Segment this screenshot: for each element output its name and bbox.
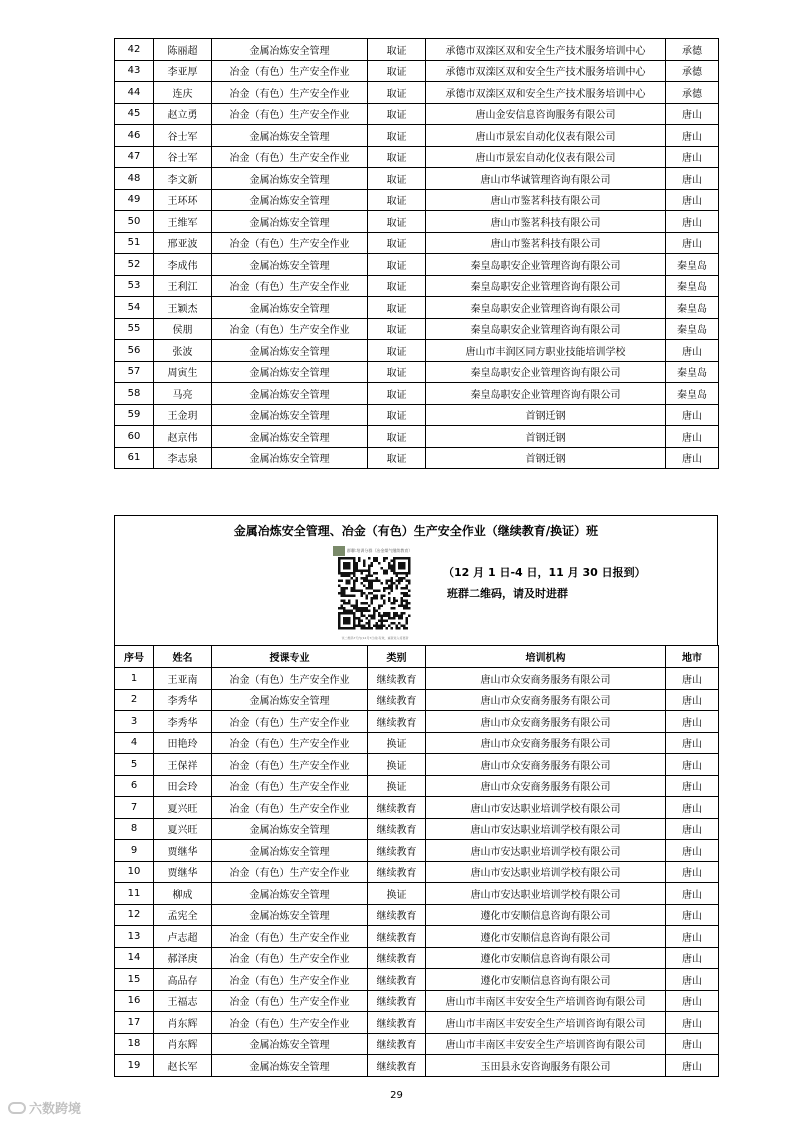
cell-city: 唐山 (666, 340, 719, 362)
cell-institution: 唐山市众安商务服务有限公司 (426, 732, 666, 754)
cell-city: 秦皇岛 (666, 383, 719, 405)
cell-institution: 唐山市鉴茗科技有限公司 (426, 232, 666, 254)
cell-name: 赵京伟 (154, 426, 212, 448)
cell-category: 取证 (368, 340, 426, 362)
cell-subject: 冶金（有色）生产安全作业 (212, 775, 368, 797)
table-row (115, 426, 719, 448)
qr-caption (333, 546, 417, 556)
cell-subject: 冶金（有色）生产安全作业 (212, 232, 368, 254)
table-row (115, 189, 719, 211)
cell-name: 赵立勇 (154, 103, 212, 125)
cell-index: 8 (115, 818, 154, 840)
cell-category: 取证 (368, 275, 426, 297)
cell-name: 肖东辉 (154, 1033, 212, 1055)
cell-category: 取证 (368, 232, 426, 254)
table-row (115, 904, 719, 926)
cell-subject: 冶金（有色）生产安全作业 (212, 732, 368, 754)
header-city: 地市 (666, 646, 719, 668)
cell-index: 1 (115, 668, 154, 690)
cell-index: 14 (115, 947, 154, 969)
cell-category: 取证 (368, 60, 426, 82)
cell-institution: 遵化市安顺信息咨询有限公司 (426, 947, 666, 969)
cell-index: 53 (115, 275, 154, 297)
cell-category: 继续教育 (368, 926, 426, 948)
cell-name: 陈丽超 (154, 39, 212, 61)
watermark (8, 1098, 81, 1117)
table-row (115, 818, 719, 840)
class-date: （12 月 1 日-4 日，11 月 30 日报到） (443, 566, 646, 579)
table-row (115, 840, 719, 862)
cell-index: 13 (115, 926, 154, 948)
cell-institution: 秦皇岛职安企业管理咨询有限公司 (426, 275, 666, 297)
cell-index: 45 (115, 103, 154, 125)
cell-category: 换证 (368, 775, 426, 797)
cell-name: 田艳玲 (154, 732, 212, 754)
header-institution: 培训机构 (426, 646, 666, 668)
cell-index: 15 (115, 969, 154, 991)
cell-city: 唐山 (666, 775, 719, 797)
cell-name: 卢志超 (154, 926, 212, 948)
cell-institution: 遵化市安顺信息咨询有限公司 (426, 904, 666, 926)
table-row (115, 926, 719, 948)
cell-institution: 秦皇岛职安企业管理咨询有限公司 (426, 361, 666, 383)
cell-institution: 唐山市安达职业培训学校有限公司 (426, 883, 666, 905)
cell-subject: 金属冶炼安全管理 (212, 447, 368, 469)
cell-category: 取证 (368, 189, 426, 211)
cell-index: 48 (115, 168, 154, 190)
cell-name: 贾继华 (154, 861, 212, 883)
watermark-text: 六数跨境 (29, 1102, 82, 1117)
table-row (115, 1055, 719, 1077)
cell-institution: 秦皇岛职安企业管理咨询有限公司 (426, 318, 666, 340)
cell-institution: 唐山市丰南区丰安安全生产培训咨询有限公司 (426, 1033, 666, 1055)
roster-table-body (115, 39, 719, 469)
cell-city: 唐山 (666, 103, 719, 125)
cell-name: 李秀华 (154, 689, 212, 711)
cell-institution: 唐山市众安商务服务有限公司 (426, 711, 666, 733)
cell-name: 侯朋 (154, 318, 212, 340)
cell-subject: 冶金（有色）生产安全作业 (212, 318, 368, 340)
cell-institution: 唐山市安达职业培训学校有限公司 (426, 861, 666, 883)
cell-subject: 冶金（有色）生产安全作业 (212, 60, 368, 82)
table-row (115, 775, 719, 797)
cell-index: 17 (115, 1012, 154, 1034)
cell-subject: 金属冶炼安全管理 (212, 254, 368, 276)
cell-category: 换证 (368, 883, 426, 905)
cell-institution: 唐山市安达职业培训学校有限公司 (426, 840, 666, 862)
cell-subject: 冶金（有色）生产安全作业 (212, 969, 368, 991)
cell-category: 取证 (368, 361, 426, 383)
table-row (115, 797, 719, 819)
cell-category: 继续教育 (368, 840, 426, 862)
cell-city: 唐山 (666, 818, 719, 840)
cell-subject: 金属冶炼安全管理 (212, 883, 368, 905)
cell-subject: 金属冶炼安全管理 (212, 840, 368, 862)
cell-name: 王金玥 (154, 404, 212, 426)
cell-city: 唐山 (666, 861, 719, 883)
cell-category: 换证 (368, 754, 426, 776)
cell-institution: 承德市双滦区双和安全生产技术服务培训中心 (426, 39, 666, 61)
qr-code-panel (333, 546, 417, 643)
cell-subject: 冶金（有色）生产安全作业 (212, 926, 368, 948)
cell-subject: 金属冶炼安全管理 (212, 340, 368, 362)
cell-category: 继续教育 (368, 797, 426, 819)
cell-institution: 承德市双滦区双和安全生产技术服务培训中心 (426, 82, 666, 104)
cell-city: 唐山 (666, 1012, 719, 1034)
cell-city: 承德 (666, 82, 719, 104)
cell-city: 唐山 (666, 990, 719, 1012)
cell-name: 周寅生 (154, 361, 212, 383)
cell-name: 赵长军 (154, 1055, 212, 1077)
cell-name: 李志泉 (154, 447, 212, 469)
cell-name: 王福志 (154, 990, 212, 1012)
cell-city: 唐山 (666, 146, 719, 168)
cell-index: 52 (115, 254, 154, 276)
cell-institution: 唐山市丰南区丰安安全生产培训咨询有限公司 (426, 1012, 666, 1034)
cell-city: 唐山 (666, 947, 719, 969)
class-info-box (114, 515, 718, 645)
cell-city: 唐山 (666, 797, 719, 819)
qr-footer-text: 该二维码7天内(12月7日前)有效，重新进入将更新 (341, 636, 409, 640)
table-row (115, 146, 719, 168)
cell-city: 唐山 (666, 840, 719, 862)
cell-name: 连庆 (154, 82, 212, 104)
table-row (115, 404, 719, 426)
cell-city: 唐山 (666, 904, 719, 926)
cell-category: 继续教育 (368, 861, 426, 883)
cell-category: 取证 (368, 447, 426, 469)
cell-institution: 唐山市安达职业培训学校有限公司 (426, 797, 666, 819)
class-roster-table (114, 645, 719, 1077)
cell-name: 王颖杰 (154, 297, 212, 319)
cell-name: 张波 (154, 340, 212, 362)
cell-category: 取证 (368, 211, 426, 233)
cell-subject: 冶金（有色）生产安全作业 (212, 103, 368, 125)
cell-name: 李亚厚 (154, 60, 212, 82)
cell-institution: 承德市双滦区双和安全生产技术服务培训中心 (426, 60, 666, 82)
cell-category: 继续教育 (368, 711, 426, 733)
table-row (115, 168, 719, 190)
cell-index: 55 (115, 318, 154, 340)
cell-index: 18 (115, 1033, 154, 1055)
cell-category: 取证 (368, 254, 426, 276)
cell-name: 王利江 (154, 275, 212, 297)
table-row (115, 383, 719, 405)
cell-city: 唐山 (666, 969, 719, 991)
cell-subject: 金属冶炼安全管理 (212, 1055, 368, 1077)
cell-name: 邢亚波 (154, 232, 212, 254)
cell-subject: 金属冶炼安全管理 (212, 904, 368, 926)
cell-category: 继续教育 (368, 1012, 426, 1034)
cell-subject: 金属冶炼安全管理 (212, 818, 368, 840)
table-row (115, 883, 719, 905)
cell-institution: 唐山市华诚管理咨询有限公司 (426, 168, 666, 190)
cell-institution: 秦皇岛职安企业管理咨询有限公司 (426, 254, 666, 276)
cell-subject: 冶金（有色）生产安全作业 (212, 861, 368, 883)
cell-index: 42 (115, 39, 154, 61)
cell-name: 谷士军 (154, 146, 212, 168)
cell-index: 59 (115, 404, 154, 426)
cell-subject: 金属冶炼安全管理 (212, 297, 368, 319)
cell-city: 唐山 (666, 426, 719, 448)
class-roster-body (115, 668, 719, 1077)
table-row (115, 969, 719, 991)
cell-city: 唐山 (666, 689, 719, 711)
cell-institution: 唐山市众安商务服务有限公司 (426, 775, 666, 797)
cell-index: 49 (115, 189, 154, 211)
table-row (115, 82, 719, 104)
cell-name: 王环环 (154, 189, 212, 211)
table-row (115, 990, 719, 1012)
cell-institution: 遵化市安顺信息咨询有限公司 (426, 926, 666, 948)
cell-institution: 唐山市丰南区丰安安全生产培训咨询有限公司 (426, 990, 666, 1012)
cell-index: 47 (115, 146, 154, 168)
cell-category: 继续教育 (368, 668, 426, 690)
cell-subject: 冶金（有色）生产安全作业 (212, 668, 368, 690)
cell-category: 取证 (368, 426, 426, 448)
qr-caption-text: 群聊:培训分群（冶金煤气继续教育） (347, 548, 413, 553)
cell-name: 李秀华 (154, 711, 212, 733)
cell-name: 王保祥 (154, 754, 212, 776)
cell-category: 继续教育 (368, 689, 426, 711)
table-row (115, 861, 719, 883)
cell-subject: 金属冶炼安全管理 (212, 361, 368, 383)
cell-category: 取证 (368, 404, 426, 426)
cell-index: 9 (115, 840, 154, 862)
group-avatar-icon (333, 546, 345, 556)
cell-subject: 冶金（有色）生产安全作业 (212, 947, 368, 969)
cell-category: 继续教育 (368, 969, 426, 991)
cell-index: 50 (115, 211, 154, 233)
table-row (115, 947, 719, 969)
cell-name: 李成伟 (154, 254, 212, 276)
cell-city: 唐山 (666, 668, 719, 690)
table-row (115, 125, 719, 147)
cell-subject: 金属冶炼安全管理 (212, 189, 368, 211)
cell-category: 继续教育 (368, 947, 426, 969)
cell-name: 马亮 (154, 383, 212, 405)
cell-city: 唐山 (666, 926, 719, 948)
watermark-logo-icon (8, 1102, 26, 1114)
cell-subject: 冶金（有色）生产安全作业 (212, 990, 368, 1012)
cell-subject: 冶金（有色）生产安全作业 (212, 754, 368, 776)
cell-city: 唐山 (666, 125, 719, 147)
cell-index: 6 (115, 775, 154, 797)
cell-index: 43 (115, 60, 154, 82)
table-row (115, 232, 719, 254)
cell-category: 继续教育 (368, 990, 426, 1012)
cell-city: 秦皇岛 (666, 361, 719, 383)
cell-city: 秦皇岛 (666, 254, 719, 276)
header-category: 类别 (368, 646, 426, 668)
cell-name: 谷士军 (154, 125, 212, 147)
cell-subject: 冶金（有色）生产安全作业 (212, 797, 368, 819)
cell-institution: 首钢迁钢 (426, 426, 666, 448)
cell-city: 承德 (666, 60, 719, 82)
cell-category: 取证 (368, 125, 426, 147)
cell-city: 唐山 (666, 754, 719, 776)
cell-index: 7 (115, 797, 154, 819)
cell-subject: 金属冶炼安全管理 (212, 168, 368, 190)
table-row (115, 711, 719, 733)
header-name: 姓名 (154, 646, 212, 668)
cell-city: 唐山 (666, 732, 719, 754)
cell-institution: 首钢迁钢 (426, 404, 666, 426)
cell-category: 取证 (368, 318, 426, 340)
cell-name: 田会玲 (154, 775, 212, 797)
table-row (115, 668, 719, 690)
cell-index: 54 (115, 297, 154, 319)
cell-category: 取证 (368, 39, 426, 61)
cell-subject: 冶金（有色）生产安全作业 (212, 146, 368, 168)
cell-index: 44 (115, 82, 154, 104)
cell-subject: 金属冶炼安全管理 (212, 383, 368, 405)
cell-subject: 金属冶炼安全管理 (212, 211, 368, 233)
cell-category: 取证 (368, 383, 426, 405)
table-row (115, 447, 719, 469)
cell-name: 孟宪全 (154, 904, 212, 926)
header-index: 序号 (115, 646, 154, 668)
cell-category: 换证 (368, 732, 426, 754)
cell-institution: 秦皇岛职安企业管理咨询有限公司 (426, 383, 666, 405)
cell-subject: 冶金（有色）生产安全作业 (212, 275, 368, 297)
cell-subject: 金属冶炼安全管理 (212, 404, 368, 426)
cell-city: 唐山 (666, 211, 719, 233)
qr-code-icon (333, 556, 417, 630)
cell-index: 51 (115, 232, 154, 254)
table-row (115, 275, 719, 297)
cell-name: 王维军 (154, 211, 212, 233)
cell-name: 柳成 (154, 883, 212, 905)
cell-subject: 金属冶炼安全管理 (212, 1033, 368, 1055)
cell-subject: 冶金（有色）生产安全作业 (212, 1012, 368, 1034)
cell-institution: 玉田县永安咨询服务有限公司 (426, 1055, 666, 1077)
cell-city: 秦皇岛 (666, 275, 719, 297)
cell-city: 承德 (666, 39, 719, 61)
cell-name: 郝泽庚 (154, 947, 212, 969)
cell-index: 16 (115, 990, 154, 1012)
cell-index: 5 (115, 754, 154, 776)
cell-subject: 冶金（有色）生产安全作业 (212, 82, 368, 104)
cell-city: 秦皇岛 (666, 297, 719, 319)
table-row (115, 297, 719, 319)
header-subject: 授课专业 (212, 646, 368, 668)
cell-city: 唐山 (666, 189, 719, 211)
cell-index: 19 (115, 1055, 154, 1077)
cell-institution: 秦皇岛职安企业管理咨询有限公司 (426, 297, 666, 319)
cell-city: 唐山 (666, 232, 719, 254)
cell-institution: 唐山市景宏自动化仪表有限公司 (426, 146, 666, 168)
cell-index: 58 (115, 383, 154, 405)
cell-category: 取证 (368, 168, 426, 190)
cell-category: 继续教育 (368, 1033, 426, 1055)
table-row (115, 732, 719, 754)
cell-institution: 唐山市鉴茗科技有限公司 (426, 211, 666, 233)
cell-city: 唐山 (666, 883, 719, 905)
table-row (115, 1012, 719, 1034)
cell-index: 11 (115, 883, 154, 905)
cell-name: 夏兴旺 (154, 797, 212, 819)
cell-institution: 唐山市众安商务服务有限公司 (426, 668, 666, 690)
cell-name: 贾继华 (154, 840, 212, 862)
table-header-row (115, 646, 719, 668)
cell-category: 继续教育 (368, 904, 426, 926)
page-number: 29 (390, 1090, 403, 1101)
table-row (115, 361, 719, 383)
table-row (115, 60, 719, 82)
cell-name: 夏兴旺 (154, 818, 212, 840)
roster-table-continued (114, 38, 719, 469)
cell-index: 46 (115, 125, 154, 147)
cell-index: 12 (115, 904, 154, 926)
table-row (115, 340, 719, 362)
cell-category: 继续教育 (368, 818, 426, 840)
cell-city: 秦皇岛 (666, 318, 719, 340)
cell-index: 56 (115, 340, 154, 362)
table-row (115, 318, 719, 340)
cell-index: 3 (115, 711, 154, 733)
cell-city: 唐山 (666, 1055, 719, 1077)
cell-index: 4 (115, 732, 154, 754)
cell-institution: 遵化市安顺信息咨询有限公司 (426, 969, 666, 991)
cell-category: 继续教育 (368, 1055, 426, 1077)
cell-institution: 唐山金安信息咨询服务有限公司 (426, 103, 666, 125)
class-title: 金属冶炼安全管理、冶金（有色）生产安全作业（继续教育/换证）班 (233, 524, 599, 538)
cell-institution: 唐山市众安商务服务有限公司 (426, 689, 666, 711)
cell-category: 取证 (368, 82, 426, 104)
cell-index: 2 (115, 689, 154, 711)
cell-institution: 首钢迁钢 (426, 447, 666, 469)
cell-city: 唐山 (666, 168, 719, 190)
table-row (115, 254, 719, 276)
table-row (115, 689, 719, 711)
cell-institution: 唐山市丰润区同方职业技能培训学校 (426, 340, 666, 362)
table-row (115, 103, 719, 125)
table-row (115, 39, 719, 61)
cell-index: 60 (115, 426, 154, 448)
cell-institution: 唐山市安达职业培训学校有限公司 (426, 818, 666, 840)
cell-city: 唐山 (666, 1033, 719, 1055)
cell-subject: 金属冶炼安全管理 (212, 689, 368, 711)
cell-category: 取证 (368, 103, 426, 125)
table-row (115, 211, 719, 233)
cell-institution: 唐山市众安商务服务有限公司 (426, 754, 666, 776)
class-note: 班群二维码，请及时进群 (447, 587, 568, 600)
cell-category: 取证 (368, 297, 426, 319)
cell-city: 唐山 (666, 711, 719, 733)
cell-category: 取证 (368, 146, 426, 168)
cell-subject: 金属冶炼安全管理 (212, 426, 368, 448)
cell-subject: 冶金（有色）生产安全作业 (212, 711, 368, 733)
table-row (115, 754, 719, 776)
cell-institution: 唐山市鉴茗科技有限公司 (426, 189, 666, 211)
cell-city: 唐山 (666, 404, 719, 426)
cell-subject: 金属冶炼安全管理 (212, 125, 368, 147)
cell-name: 高品存 (154, 969, 212, 991)
cell-index: 61 (115, 447, 154, 469)
cell-name: 李文新 (154, 168, 212, 190)
cell-name: 肖东辉 (154, 1012, 212, 1034)
cell-subject: 金属冶炼安全管理 (212, 39, 368, 61)
cell-city: 唐山 (666, 447, 719, 469)
table-row (115, 1033, 719, 1055)
cell-name: 王亚南 (154, 668, 212, 690)
cell-index: 57 (115, 361, 154, 383)
cell-institution: 唐山市景宏自动化仪表有限公司 (426, 125, 666, 147)
cell-index: 10 (115, 861, 154, 883)
